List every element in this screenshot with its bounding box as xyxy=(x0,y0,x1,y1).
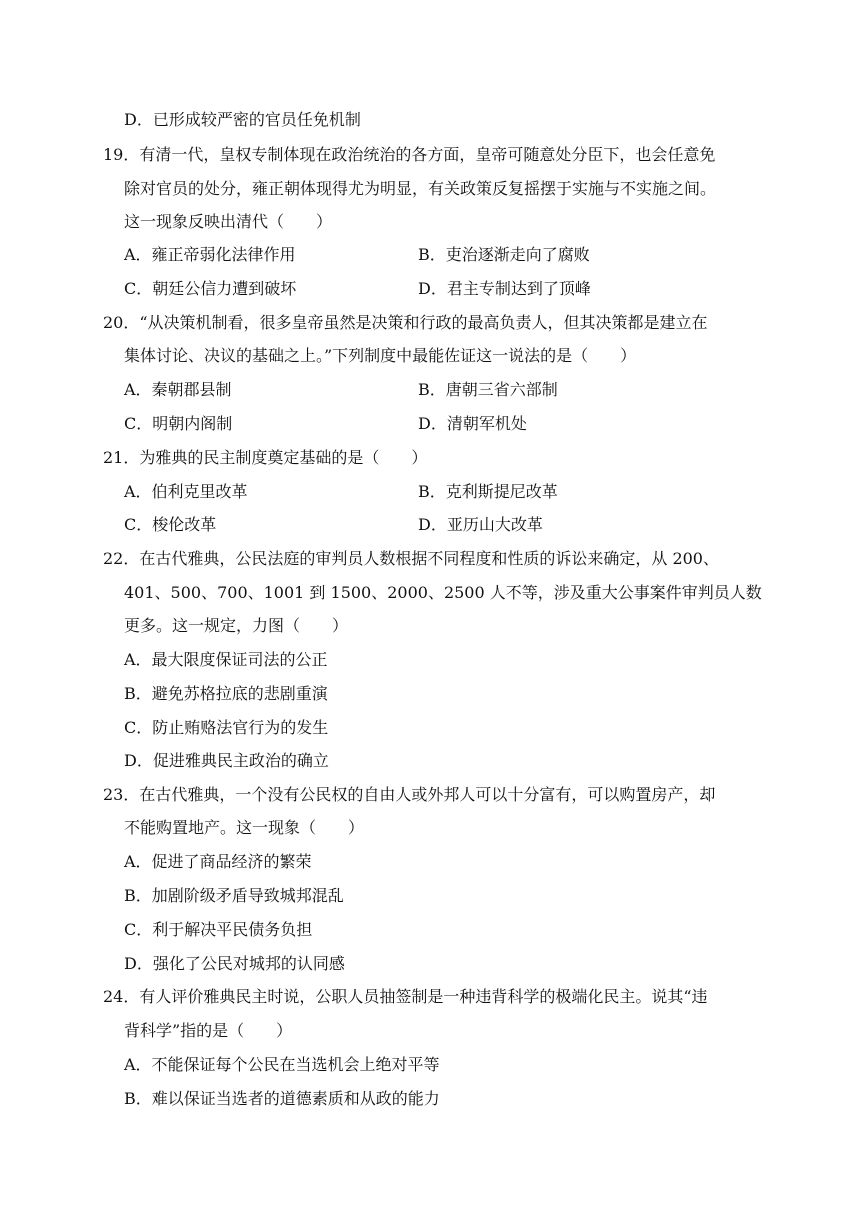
q24-option-b: B．难以保证当选者的道德素质和从政的能力 xyxy=(124,1089,440,1108)
q21-option-d: D．亚历山大改革 xyxy=(418,515,543,534)
q19-stem: 19．有清一代，皇权专制体现在政治统治的各方面，皇帝可随意处分臣下，也会任意免 xyxy=(103,145,716,164)
q20-option-c: C．明朝内阁制 xyxy=(124,414,233,433)
q20-option-d: D．清朝军机处 xyxy=(418,414,527,433)
q23-stem-cont: 不能购置地产。这一现象（ ） xyxy=(124,818,365,837)
q19-option-c: C．朝廷公信力遭到破坏 xyxy=(124,279,297,298)
q22-stem-cont: 更多。这一规定，力图（ ） xyxy=(124,616,349,635)
q22-stem-cont: 401、500、700、1001 到 1500、2000、2500 人不等，涉及重大公事案件审判员人数 xyxy=(124,583,762,602)
q20-stem: 20．“从决策机制看，很多皇帝虽然是决策和行政的最高负责人，但其决策都是建立在 xyxy=(103,313,708,332)
q23-stem: 23．在古代雅典，一个没有公民权的自由人或外邦人可以十分富有，可以购置房产，却 xyxy=(103,785,716,804)
q19-option-a: A．雍正帝弱化法律作用 xyxy=(124,245,296,264)
q23-option-d: D．强化了公民对城邦的认同感 xyxy=(124,954,345,973)
q21-option-a: A．伯利克里改革 xyxy=(124,482,248,501)
q20-stem-cont: 集体讨论、决议的基础之上。”下列制度中最能佐证这一说法的是（ ） xyxy=(124,346,637,365)
q24-stem-cont: 背科学”指的是（ ） xyxy=(124,1021,293,1040)
q19-stem-cont: 除对官员的处分，雍正朝体现得尤为明显，有关政策反复摇摆于实施与不实施之间。 xyxy=(124,179,717,198)
q22-option-b: B．避免苏格拉底的悲剧重演 xyxy=(124,684,328,703)
q20-option-a: A．秦朝郡县制 xyxy=(124,380,232,399)
q18-option-d: D．已形成较严密的官员任免机制 xyxy=(124,110,361,129)
q23-option-c: C．利于解决平民债务负担 xyxy=(124,920,313,939)
q22-stem: 22．在古代雅典，公民法庭的审判员人数根据不同程度和性质的诉讼来确定，从 200、 xyxy=(103,549,719,568)
q24-option-a: A．不能保证每个公民在当选机会上绝对平等 xyxy=(124,1055,440,1074)
q22-option-c: C．防止贿赂法官行为的发生 xyxy=(124,718,329,737)
q19-stem-cont: 这一现象反映出清代（ ） xyxy=(124,212,333,231)
q21-option-c: C．梭伦改革 xyxy=(124,515,217,534)
q20-option-b: B．唐朝三省六部制 xyxy=(418,380,558,399)
q24-stem: 24．有人评价雅典民主时说，公职人员抽签制是一种违背科学的极端化民主。说其“违 xyxy=(103,987,708,1006)
q19-option-d: D．君主专制达到了顶峰 xyxy=(418,279,591,298)
q21-option-b: B．克利斯提尼改革 xyxy=(418,482,558,501)
q22-option-a: A．最大限度保证司法的公正 xyxy=(124,650,328,669)
q21-stem: 21．为雅典的民主制度奠定基础的是（ ） xyxy=(103,448,428,467)
q19-option-b: B．吏治逐渐走向了腐败 xyxy=(418,245,590,264)
q23-option-b: B．加剧阶级矛盾导致城邦混乱 xyxy=(124,886,344,905)
q23-option-a: A．促进了商品经济的繁荣 xyxy=(124,852,312,871)
q22-option-d: D．促进雅典民主政治的确立 xyxy=(124,751,329,770)
